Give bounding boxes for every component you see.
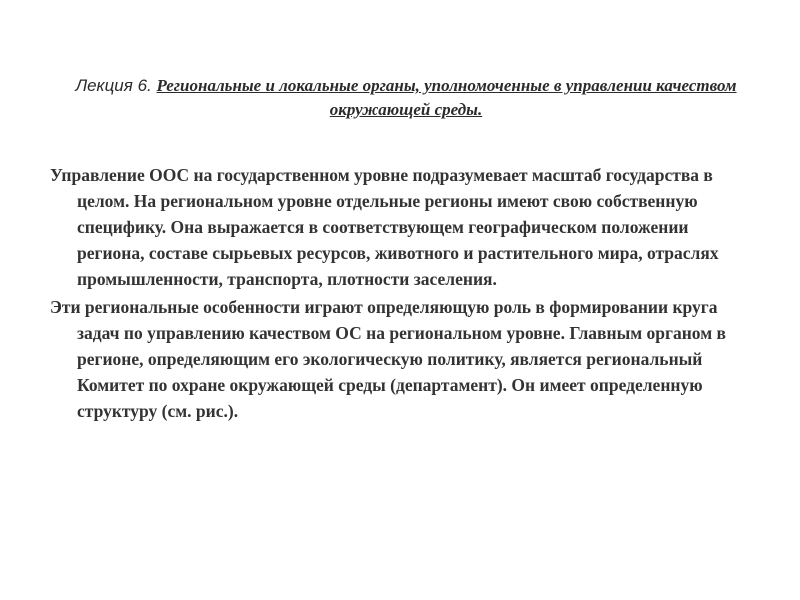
slide-body [50, 162, 746, 426]
slide-title [66, 74, 746, 122]
lecture-topic: Региональные и локальные органы, уполномоченные в управлении качеством окружающей среды. [156, 76, 737, 119]
lecture-number: Лекция 6. [75, 76, 157, 95]
paragraph: Управление ООС на государственном уровне подразумевает масштаб государства в целом. На региональном уровне отдельные регионы имеют свою собственную специфику. Она выражается в соответствующем географическом положении региона, составе сырьевых ресурсов, животного и растительного мира, отраслях промышленности, транспорта, плотности заселения. [50, 165, 719, 289]
paragraph: Эти региональные особенности играют определяющую роль в формировании круга задач по управлению качеством ОС на региональном уровне. Главным органом в регионе, определяющим его экологическую политику, является региональный Комитет по охране окружающей среды (департамент). Он имеет определенную структуру (см. рис.). [50, 297, 726, 421]
